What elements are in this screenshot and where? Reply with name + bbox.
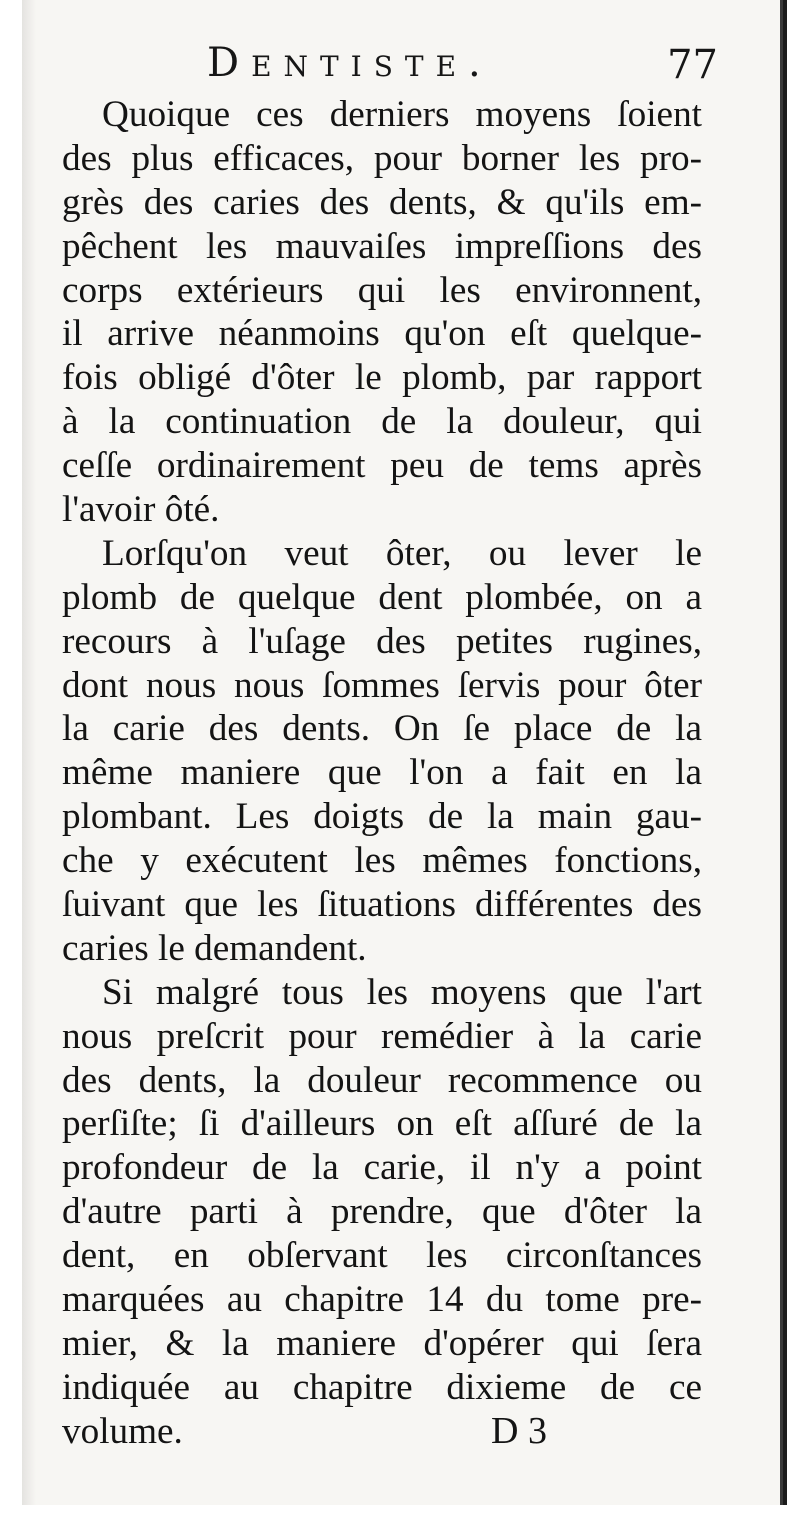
paragraph-1 [62, 93, 702, 532]
page-header [22, 40, 780, 100]
text-line: d'autre parti à prendre, que d'ôter la [62, 1191, 702, 1233]
text-line: Lorſqu'on veut ôter, ou lever le [102, 532, 702, 574]
text-line: volume. [62, 1410, 183, 1452]
text-line: profondeur de la carie, il n'y a point [62, 1147, 702, 1189]
final-line [62, 1410, 702, 1454]
text-line: mier, & la maniere d'opérer qui ſera [62, 1322, 702, 1364]
text-line: plomb de quelque dent plombée, on a [62, 576, 702, 618]
text-line: dont nous nous ſommes ſervis pour ôter [62, 664, 702, 706]
text-line: pêchent les mauvaiſes impreſſions des [62, 225, 702, 267]
page-number: 77 [667, 42, 718, 88]
text-line: des plus efficaces, pour borner les pro- [62, 137, 702, 179]
running-head: Dentiste. [207, 40, 493, 86]
text-line: marquées au chapitre 14 du tome pre- [62, 1279, 702, 1321]
text-line: Si malgré tous les moyens que l'art [102, 971, 702, 1013]
text-line: indiquée au chapitre dixieme de ce [62, 1366, 702, 1408]
text-line: fois obligé d'ôter le plomb, par rapport [62, 357, 702, 399]
paragraph-2 [62, 532, 702, 971]
text-line: corps extérieurs qui les environnent, [62, 269, 702, 311]
signature-mark: D 3 [491, 1409, 547, 1452]
text-line: Quoique ces derniers moyens ſoient [102, 94, 702, 135]
text-line: ceſſe ordinairement peu de tems après [62, 445, 702, 487]
book-page [22, 0, 783, 1505]
text-line: la carie des dents. On ſe place de la [62, 708, 702, 750]
text-line: plombant. Les doigts de la main gau- [62, 796, 702, 838]
text-line: à la continuation de la douleur, qui [62, 401, 702, 443]
text-line: des dents, la douleur recommence ou [62, 1059, 702, 1101]
text-line: même maniere que l'on a fait en la [62, 752, 702, 794]
text-line: grès des caries des dents, & qu'ils em- [62, 181, 702, 223]
text-line: ſuivant que les ſituations différentes des [62, 884, 702, 926]
text-line: nous preſcrit pour remédier à la carie [62, 1015, 702, 1057]
text-line: recours à l'uſage des petites rugines, [62, 620, 702, 662]
text-line: l'avoir ôté. [62, 489, 220, 531]
text-line: caries le demandent. [62, 927, 367, 969]
text-line: il arrive néanmoins qu'on eſt quelque- [62, 313, 702, 355]
page-body [62, 93, 702, 1454]
text-line: che y exécutent les mêmes fonctions, [62, 840, 702, 882]
text-line: dent, en obſervant les circonſtances [62, 1235, 702, 1277]
paragraph-3 [62, 971, 702, 1454]
text-line: perſiſte; ſi d'ailleurs on eſt aſſuré de la [62, 1103, 702, 1145]
